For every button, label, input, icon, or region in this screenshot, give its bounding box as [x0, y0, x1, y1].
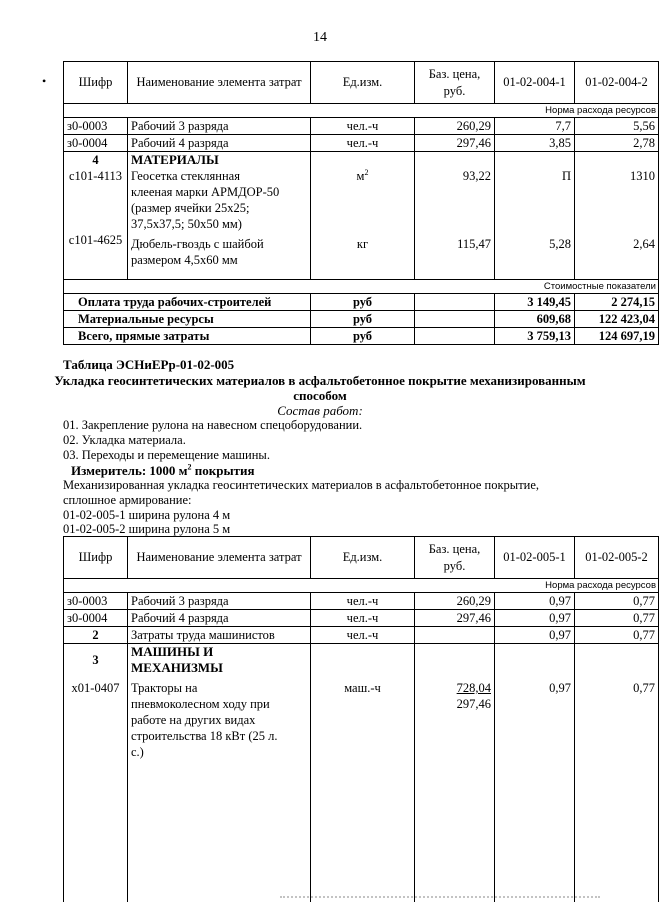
- cell-v2: 0,77: [575, 593, 659, 610]
- cell-name: Рабочий 4 разряда: [128, 610, 311, 627]
- total-unit: руб: [311, 311, 415, 328]
- material-name-line: Геосетка стеклянная: [131, 169, 240, 183]
- table-row: [64, 627, 659, 644]
- table-row: [64, 118, 659, 135]
- resource-table-01-02-005: [63, 536, 659, 902]
- material-name-line: Дюбель-гвоздь с шайбой: [131, 237, 264, 251]
- total-label: Оплата труда рабочих-строителей: [64, 294, 311, 311]
- cell-code: з0-0004: [64, 135, 128, 152]
- band-norm: Норма расхода ресурсов: [64, 579, 659, 593]
- total-unit: руб: [311, 294, 415, 311]
- cell-unit: чел.-ч: [311, 593, 415, 610]
- header-code: Шифр: [64, 537, 128, 579]
- total-v2: 122 423,04: [575, 311, 659, 328]
- table-row: [64, 135, 659, 152]
- total-label: Материальные ресурсы: [64, 311, 311, 328]
- cell-price: 260,29: [415, 118, 495, 135]
- machine-name-line: Тракторы на: [131, 681, 198, 695]
- cell-code: з0-0004: [64, 610, 128, 627]
- machine-name-line: с.): [131, 745, 144, 759]
- machine-code: х01-0407: [71, 681, 120, 695]
- table-title: Таблица ЭСНиЕРр-01-02-005: [63, 357, 235, 372]
- cell-price: 297,46: [415, 610, 495, 627]
- header-col2: 01-02-004-2: [575, 62, 659, 104]
- material-v1: 5,28: [549, 237, 571, 251]
- material-unit: кг: [356, 237, 369, 251]
- cell-v2: 0,77: [575, 627, 659, 644]
- margin-mark: •: [42, 74, 47, 88]
- header-price: Баз. цена, руб.: [415, 537, 495, 579]
- cell-v2: 0,77: [575, 610, 659, 627]
- resource-table-01-02-004: [63, 61, 659, 345]
- total-empty: [415, 294, 495, 311]
- total-label: Всего, прямые затраты: [64, 328, 311, 345]
- machines-units: [311, 644, 415, 902]
- total-v1: 609,68: [495, 311, 575, 328]
- header-col1: 01-02-005-1: [495, 537, 575, 579]
- material-v1: П: [561, 169, 571, 183]
- cell-price: 260,29: [415, 593, 495, 610]
- total-v2: 2 274,15: [575, 294, 659, 311]
- work-item: 02. Укладка материала.: [63, 433, 186, 447]
- total-v1: 3 149,45: [495, 294, 575, 311]
- header-price: Баз. цена, руб.: [415, 62, 495, 104]
- section-title: МЕХАНИЗМЫ: [131, 660, 223, 675]
- cell-name: Затраты труда машинистов: [128, 627, 311, 644]
- machines-v1: [495, 644, 575, 902]
- cell-unit: чел.-ч: [311, 610, 415, 627]
- total-row: [64, 311, 659, 328]
- subtitle-line-2: способом: [293, 388, 347, 403]
- materials-codes: [64, 152, 128, 280]
- total-row: [64, 328, 659, 345]
- material-price: 115,47: [457, 237, 491, 251]
- material-name-line: (размер ячейки 25х25;: [131, 201, 250, 215]
- material-v2: 2,64: [633, 237, 655, 251]
- variant-item: 01-02-005-2 ширина рулона 5 м: [63, 522, 231, 536]
- band-row: [64, 104, 659, 118]
- cell-name: Рабочий 3 разряда: [128, 593, 311, 610]
- machine-price: 297,46: [456, 697, 491, 711]
- total-v2: 124 697,19: [575, 328, 659, 345]
- materials-v1: [495, 152, 575, 280]
- page-number: 14: [313, 30, 327, 45]
- table-header: [64, 537, 659, 579]
- material-code: с101-4625: [68, 233, 123, 247]
- machine-v2: 0,77: [633, 681, 655, 695]
- cell-v1: 0,97: [495, 593, 575, 610]
- machines-names: [128, 644, 311, 902]
- machines-prices: [415, 644, 495, 902]
- material-v2: 1310: [630, 169, 655, 183]
- cell-v1: 3,85: [495, 135, 575, 152]
- machine-v1: 0,97: [549, 681, 571, 695]
- machines-section: [64, 644, 659, 902]
- header-col1: 01-02-004-1: [495, 62, 575, 104]
- table-row: [64, 593, 659, 610]
- material-code: с101-4113: [69, 169, 122, 183]
- header-code: Шифр: [64, 62, 128, 104]
- header-col2: 01-02-005-2: [575, 537, 659, 579]
- cell-v1: 0,97: [495, 627, 575, 644]
- total-empty: [415, 311, 495, 328]
- material-name-line: 37,5х37,5; 50х50 мм): [131, 217, 242, 231]
- variant-item: 01-02-005-1 ширина рулона 4 м: [63, 508, 231, 522]
- material-price: 93,22: [462, 169, 491, 183]
- table-row: [64, 610, 659, 627]
- header-name: Наименование элемента затрат: [128, 537, 311, 579]
- cell-code: з0-0003: [64, 593, 128, 610]
- section-number: 4: [92, 153, 99, 167]
- machine-name-line: пневмоколесном ходу при: [131, 697, 270, 711]
- description-line-2: сплошное армирование:: [63, 493, 192, 507]
- materials-v2: [575, 152, 659, 280]
- works-heading: Состав работ:: [277, 403, 363, 418]
- total-unit: руб: [311, 328, 415, 345]
- band-row: [64, 579, 659, 593]
- total-row: [64, 294, 659, 311]
- section-number: 3: [92, 653, 99, 667]
- machine-name-line: работе на других видах: [131, 713, 256, 727]
- scan-artifact: [280, 896, 600, 902]
- cell-name: Рабочий 3 разряда: [128, 118, 311, 135]
- table-header: [64, 62, 659, 104]
- meter-label: Измеритель: 1000 $м^2$ покрытия: [71, 462, 255, 478]
- header-unit: Ед.изм.: [311, 537, 415, 579]
- cell-v2: 2,78: [575, 135, 659, 152]
- cell-name: Рабочий 4 разряда: [128, 135, 311, 152]
- band-cost: Стоимостные показатели: [64, 280, 659, 294]
- header-unit: Ед.изм.: [311, 62, 415, 104]
- cell-unit: чел.-ч: [311, 118, 415, 135]
- section-title: МАШИНЫ И: [131, 644, 214, 659]
- cell-price: 297,46: [415, 135, 495, 152]
- machines-codes: [64, 644, 128, 902]
- work-item: 03. Переходы и перемещение машины.: [63, 448, 270, 462]
- cell-code: з0-0003: [64, 118, 128, 135]
- cell-price: [415, 627, 495, 644]
- cell-v1: 0,97: [495, 610, 575, 627]
- description-line-1: Механизированная укладка геосинтетических материалов в асфальтобетонное покрытие,: [63, 478, 540, 492]
- band-norm: Норма расхода ресурсов: [64, 104, 659, 118]
- total-v1: 3 759,13: [495, 328, 575, 345]
- cell-v1: 7,7: [495, 118, 575, 135]
- machine-name-line: строительства 18 кВт (25 л.: [131, 729, 278, 743]
- header-name: Наименование элемента затрат: [128, 62, 311, 104]
- materials-prices: [415, 152, 495, 280]
- cell-unit: чел.-ч: [311, 627, 415, 644]
- work-item: 01. Закрепление рулона на навесном спецоборудовании.: [63, 418, 363, 432]
- materials-section: [64, 152, 659, 280]
- cell-code: 2: [64, 627, 128, 644]
- machines-v2: [575, 644, 659, 902]
- materials-units: [311, 152, 415, 280]
- machine-unit: маш.-ч: [344, 681, 381, 695]
- cell-v2: 5,56: [575, 118, 659, 135]
- material-name-line: клееная марки АРМДОР-50: [131, 185, 280, 199]
- materials-names: [128, 152, 311, 280]
- subtitle-line-1: Укладка геосинтетических материалов в асфальтобетонное покрытие механизированным: [54, 373, 586, 388]
- band-row: [64, 280, 659, 294]
- section-title: МАТЕРИАЛЫ: [131, 152, 219, 167]
- machine-price: 728,04: [456, 681, 491, 695]
- cell-unit: чел.-ч: [311, 135, 415, 152]
- total-empty: [415, 328, 495, 345]
- material-name-line: размером 4,5х60 мм: [131, 253, 238, 267]
- material-unit: $м^2$: [356, 167, 369, 183]
